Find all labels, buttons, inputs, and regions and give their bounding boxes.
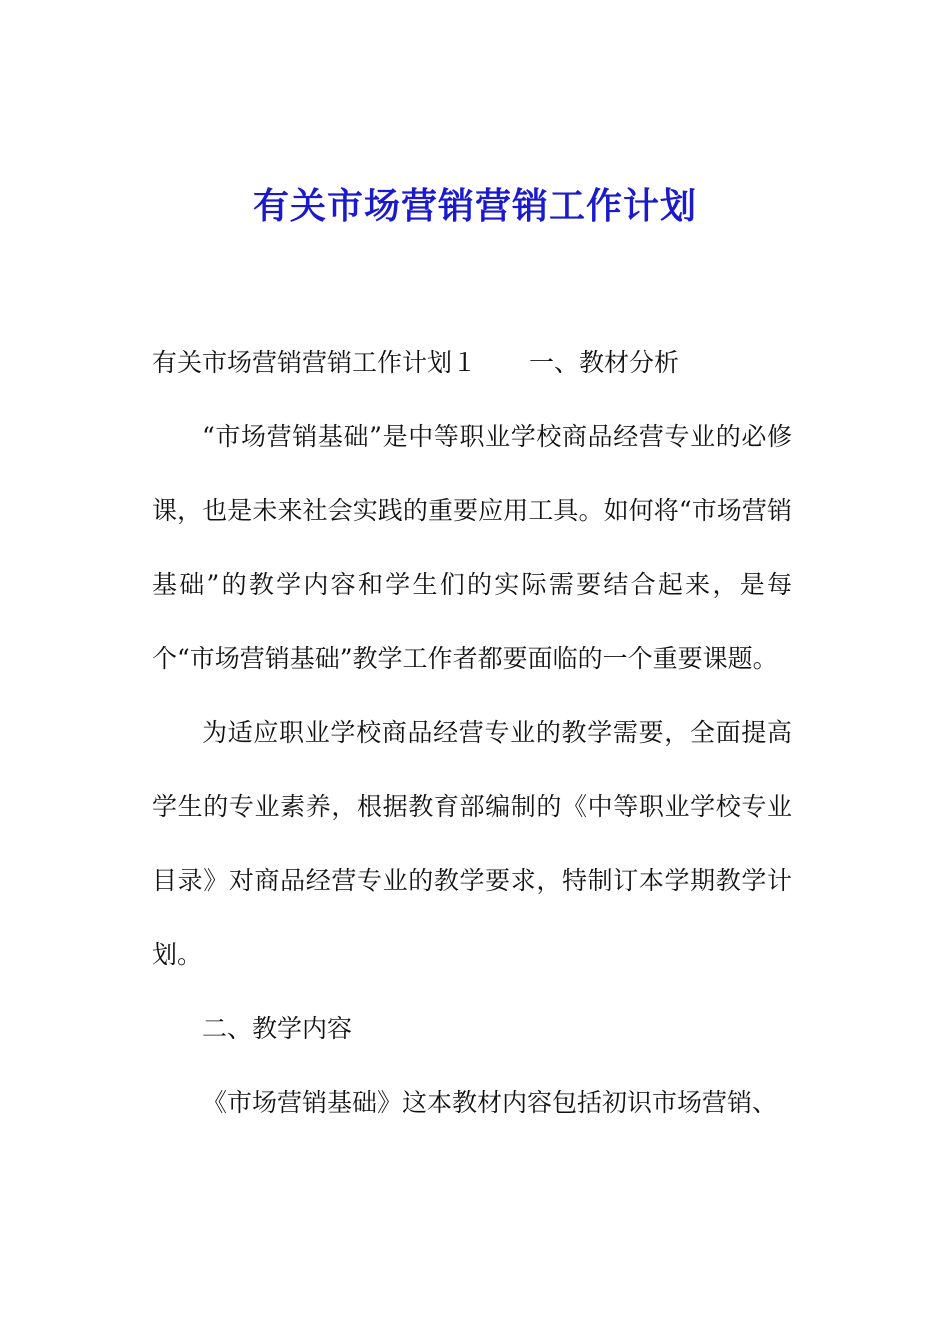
- paragraph-2: 为适应职业学校商品经营专业的教学需要，全面提高学生的专业素养，根据教育部编制的《中等职业学校专业目录》对商品经营专业的教学要求，特制订本学期教学计划。: [152, 718, 792, 969]
- section2-heading: 二、教学内容: [202, 1014, 353, 1043]
- section1-heading: 一、教材分析: [529, 348, 680, 377]
- document-title: 有关市场营销营销工作计划: [252, 185, 697, 227]
- paragraph-3: 《市场营销基础》这本教材内容包括初识市场营销、: [202, 1088, 778, 1117]
- intro-heading-row: [152, 326, 792, 400]
- paragraph-1: “市场营销基础”是中等职业学校商品经营专业的必修课，也是未来社会实践的重要应用工具。如何将“市场营销基础”的教学内容和学生们的实际需要结合起来，是每个“市场营销基础”教学工作者都要面临的一个重要课题。: [152, 422, 792, 673]
- intro-label: 有关市场营销营销工作计划１: [152, 348, 478, 377]
- document-body: [152, 326, 792, 1140]
